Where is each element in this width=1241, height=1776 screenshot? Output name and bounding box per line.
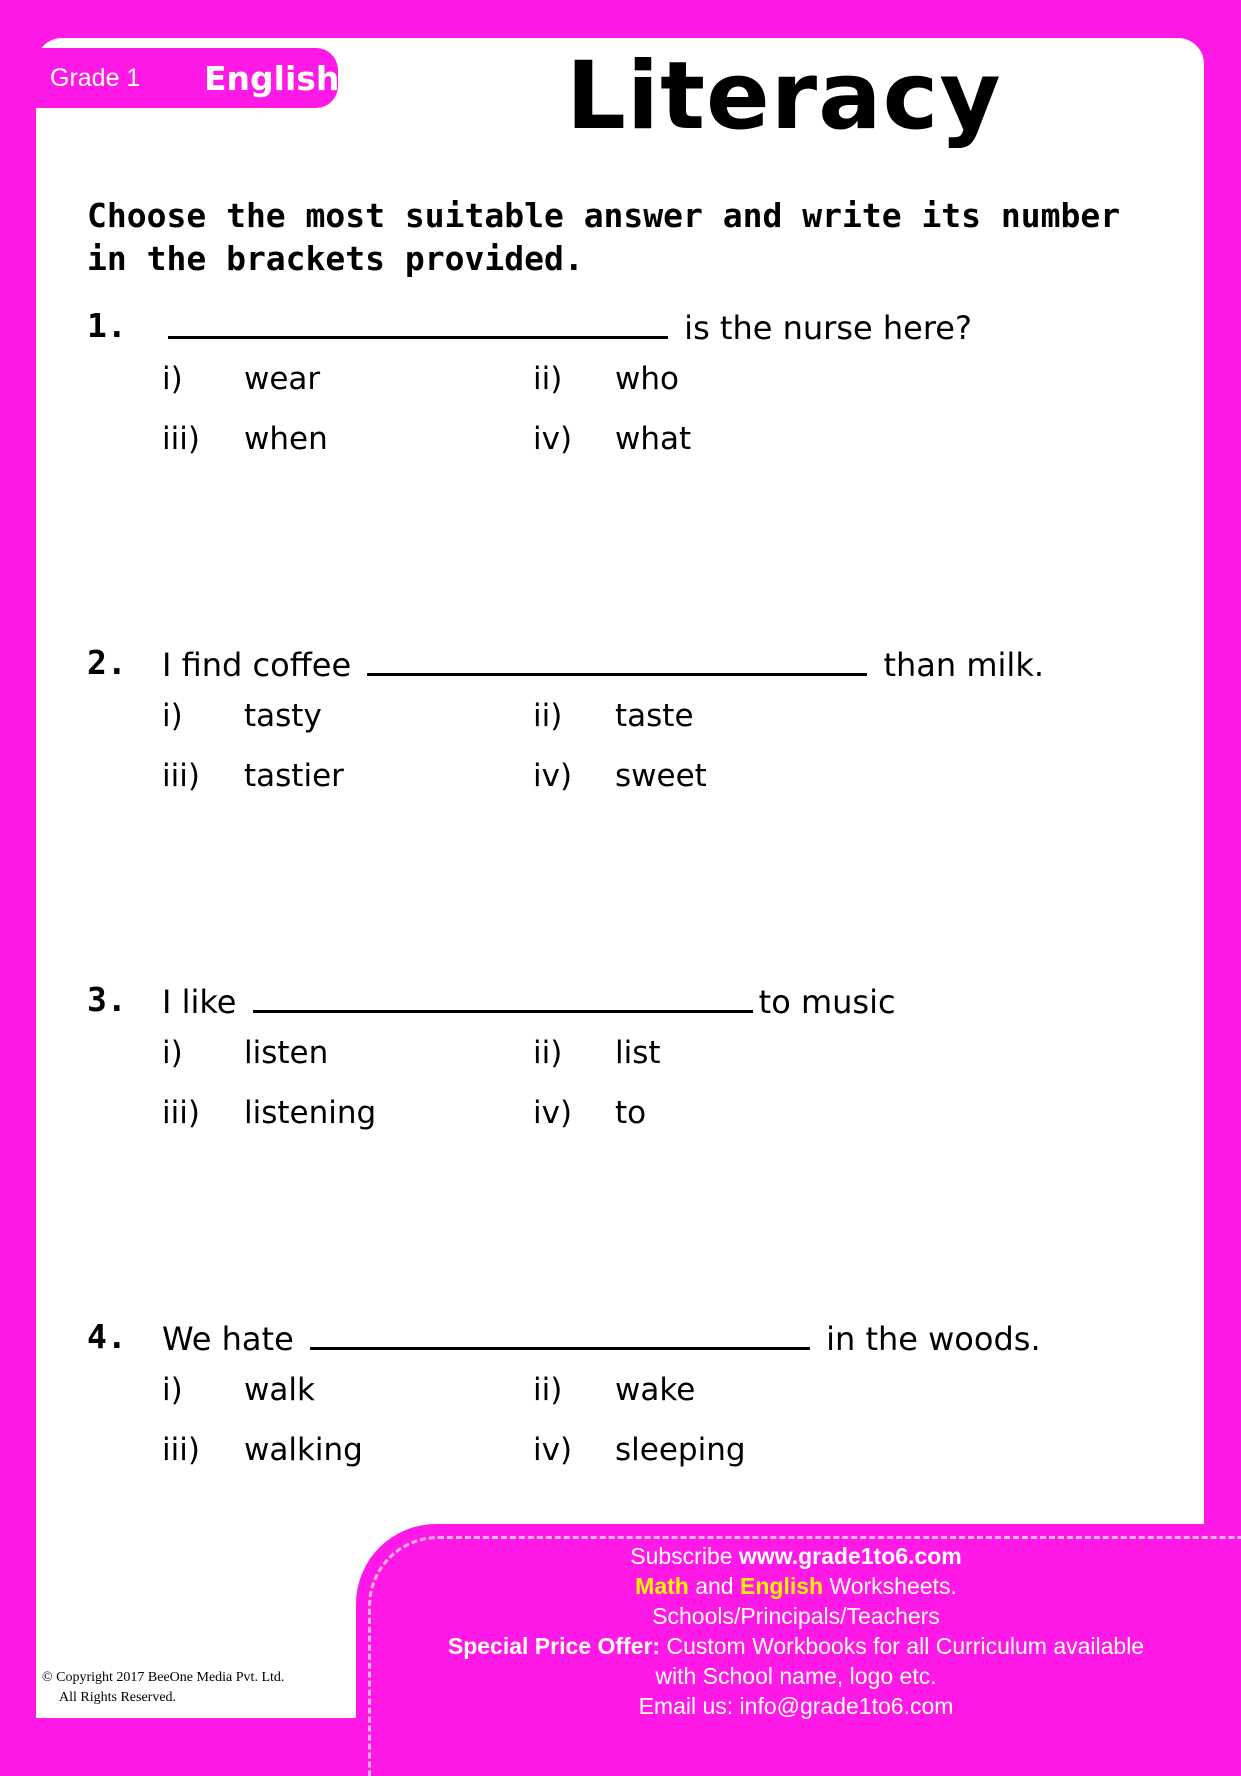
option-label: i) [162, 1372, 183, 1408]
option-text: sleeping [615, 1432, 746, 1468]
grade-subject-tag [34, 48, 338, 108]
option-text: list [615, 1035, 661, 1071]
option-label: iii) [162, 421, 200, 457]
answer-blank[interactable] [367, 643, 867, 676]
option-label: ii) [533, 1372, 563, 1408]
option-text: listen [244, 1035, 329, 1071]
question-stem: We hate in the woods. [162, 1317, 1041, 1358]
subject-label: English [204, 59, 340, 98]
footer-subscribe: Subscribe www.grade1to6.com [630, 1543, 962, 1569]
option-label: iii) [162, 1432, 200, 1468]
option-text: to [615, 1095, 647, 1131]
question-number: 4. [87, 1317, 127, 1356]
option-label: ii) [533, 361, 563, 397]
grade-label: Grade 1 [50, 64, 141, 92]
option-text: walking [244, 1432, 363, 1468]
footer-offer-2: with School name, logo etc. [655, 1663, 937, 1689]
option-label: i) [162, 1035, 183, 1071]
question-number: 1. [87, 306, 127, 345]
question-stem: I find coffee than milk. [162, 643, 1044, 684]
option-label: iv) [533, 758, 573, 794]
option-text: what [615, 421, 692, 457]
option-label: ii) [533, 1035, 563, 1071]
option-label: iv) [533, 421, 573, 457]
option-text: who [615, 361, 679, 397]
footer-email[interactable]: Email us: info@grade1to6.com [638, 1693, 954, 1719]
option-label: i) [162, 698, 183, 734]
footer-worksheets: Math and English Worksheets. [635, 1573, 957, 1599]
answer-blank[interactable] [253, 980, 753, 1013]
option-text: wear [244, 361, 321, 397]
question-stem: I like to music [162, 980, 896, 1021]
option-text: tasty [244, 698, 322, 734]
option-text: taste [615, 698, 694, 734]
footer-offer: Special Price Offer: Custom Workbooks for all Curriculum available [447, 1633, 1145, 1659]
option-label: iv) [533, 1095, 573, 1131]
option-text: when [244, 421, 328, 457]
option-text: wake [615, 1372, 696, 1408]
option-label: iii) [162, 758, 200, 794]
question-stem: is the nurse here? [162, 306, 972, 347]
option-label: iii) [162, 1095, 200, 1131]
question-number: 3. [87, 980, 127, 1019]
website-link[interactable]: www.grade1to6.com [738, 1543, 962, 1569]
option-label: ii) [533, 698, 563, 734]
option-label: i) [162, 361, 183, 397]
copyright: © Copyright 2017 BeeOne Media Pvt. Ltd. All Rights Reserved. [42, 1670, 285, 1705]
question-number: 2. [87, 643, 127, 682]
answer-blank[interactable] [310, 1317, 810, 1350]
answer-blank[interactable] [168, 306, 668, 339]
option-text: sweet [615, 758, 707, 794]
option-text: tastier [244, 758, 344, 794]
page-title: Literacy [566, 42, 1002, 151]
instruction-text: Choose the most suitable answer and write its number in the brackets provided. [87, 196, 1121, 278]
option-label: iv) [533, 1432, 573, 1468]
option-text: walk [244, 1372, 315, 1408]
option-text: listening [244, 1095, 377, 1131]
footer-audience: Schools/Principals/Teachers [652, 1603, 940, 1629]
